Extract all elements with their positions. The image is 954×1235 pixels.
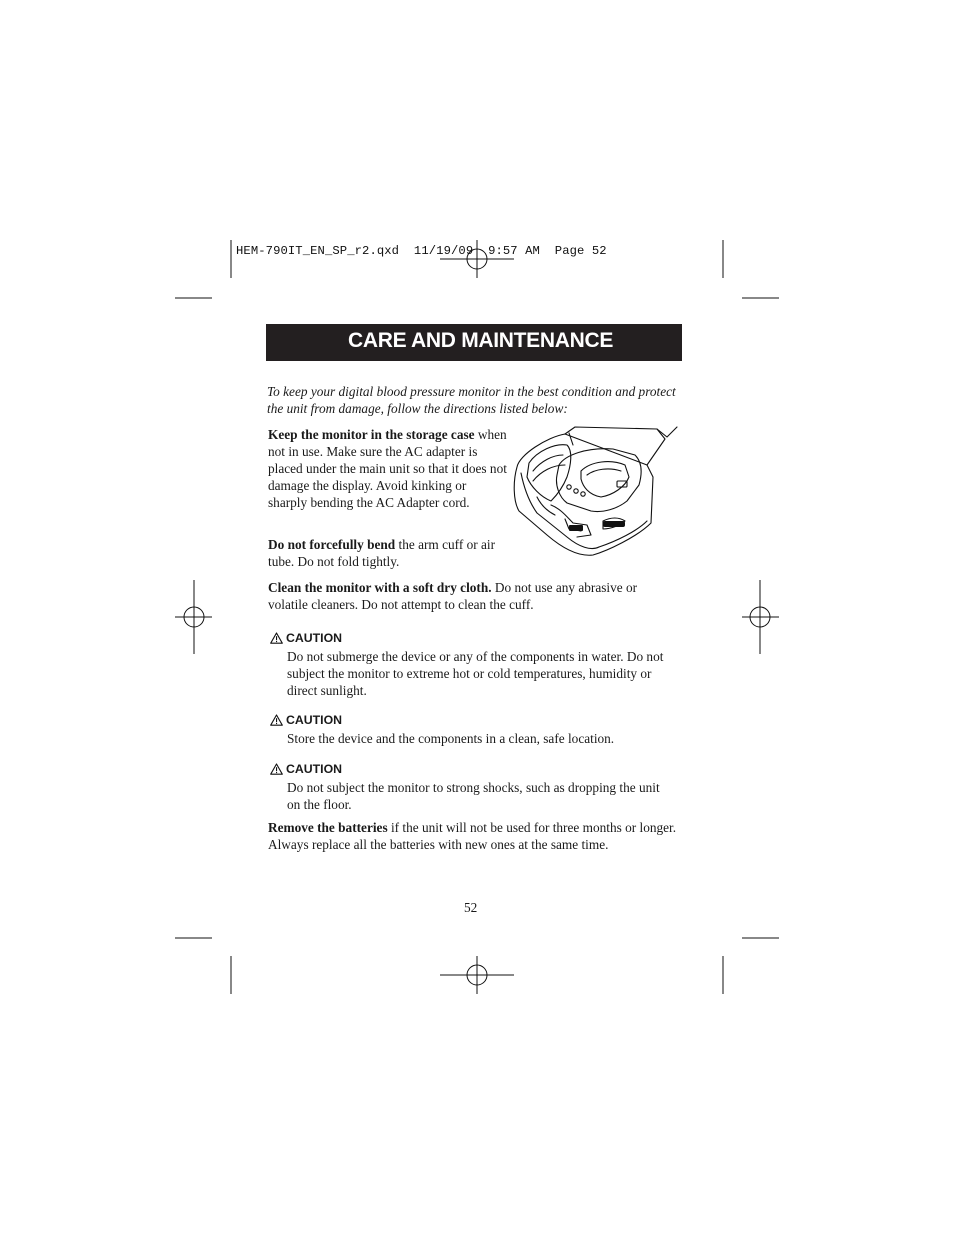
caution-label: CAUTION <box>286 713 343 727</box>
storage-text: when not in use. Make sure the AC adapter is placed under the main unit so that it does not damage the display. Avoid kinking or sharply bending the AC Adapter cord. <box>268 427 507 510</box>
intro-paragraph: To keep your digital blood pressure monitor in the best condition and protect the unit from damage, follow the directions listed below: <box>267 384 676 416</box>
registration-mark-left <box>175 580 212 654</box>
caution-text: Store the device and the components in a clean, safe location. <box>287 731 615 746</box>
caution-label: CAUTION <box>286 762 343 776</box>
batteries-paragraph <box>268 819 688 853</box>
registration-mark-bottom <box>440 956 514 994</box>
storage-lead: Keep the monitor in the storage case <box>268 427 475 442</box>
page-title: CARE AND MAINTENANCE <box>348 329 614 352</box>
caution-text: Do not submerge the device or any of the components in water. Do not subject the monitor to extreme hot or cold temperatures, humidity or direct sunlight. <box>287 649 664 698</box>
caution-block-water <box>270 630 670 699</box>
clean-lead: Clean the monitor with a soft dry cloth. <box>268 580 492 595</box>
batteries-text: if the unit will not be used for three months or longer. Always replace all the batteries with new ones at the same time. <box>268 820 677 852</box>
registration-mark-right <box>742 580 779 654</box>
print-slug-line: HEM-790IT_EN_SP_r2.qxd 11/19/09 9:57 AM Page 52 <box>236 244 607 258</box>
warning-triangle-icon <box>270 632 283 644</box>
caution-text: Do not subject the monitor to strong shocks, such as dropping the unit on the floor. <box>287 780 660 812</box>
page-number: 52 <box>464 900 478 915</box>
caution-block-storage <box>270 712 670 747</box>
clean-text: Do not use any abrasive or volatile cleaners. Do not attempt to clean the cuff. <box>268 580 638 612</box>
caution-block-shocks <box>270 761 670 813</box>
warning-triangle-icon <box>270 763 283 775</box>
bend-paragraph <box>268 536 508 570</box>
title-banner <box>266 324 682 361</box>
caution-label: CAUTION <box>286 631 343 645</box>
batteries-lead: Remove the batteries <box>268 820 388 835</box>
clean-paragraph <box>268 579 668 613</box>
bend-lead: Do not forcefully bend <box>268 537 396 552</box>
monitor-in-storage-case-illustration <box>507 425 681 561</box>
storage-paragraph <box>268 426 508 511</box>
bend-text: the arm cuff or air tube. Do not fold tightly. <box>268 537 495 569</box>
warning-triangle-icon <box>270 714 283 726</box>
